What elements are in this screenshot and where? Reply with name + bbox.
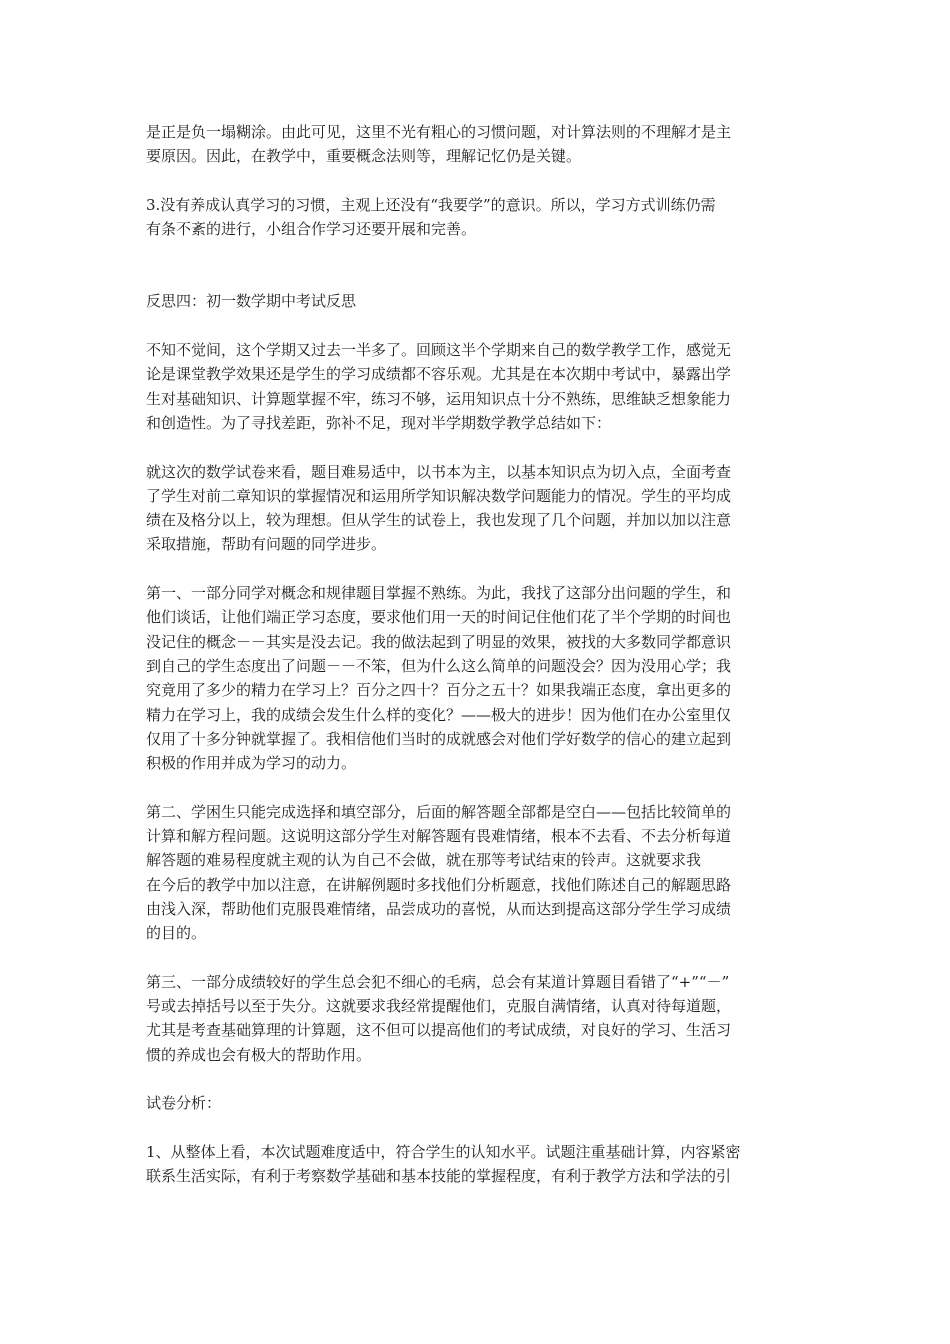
paragraph: [146, 970, 810, 1067]
paragraph: [146, 193, 810, 242]
text-line: 究竟用了多少的精力在学习上？百分之四十？百分之五十？如果我端正态度，拿出更多的: [146, 681, 732, 700]
text-line: 是正是负一塌糊涂。由此可见，这里不光有粗心的习惯问题，对计算法则的不理解才是主: [146, 123, 732, 141]
paragraph: [146, 338, 810, 435]
text-line: 了学生对前二章知识的掌握情况和运用所学知识解决数学问题能力的情况。学生的平均成: [146, 486, 732, 505]
text-line: 第二、学困生只能完成选择和填空部分，后面的解答题全部都是空白——包括比较简单的: [146, 802, 732, 821]
text-line: 尤其是考查基础算理的计算题，这不但可以提高他们的考试成绩，对良好的学习、生活习: [146, 1021, 732, 1040]
paragraph: [146, 581, 810, 775]
text-line: 第一、一部分同学对概念和规律题目掌握不熟练。为此，我找了这部分出问题的学生，和: [146, 584, 732, 603]
text-line: 解答题的难易程度就主观的认为自己不会做，就在那等考试结束的铃声。这就要求我: [146, 851, 702, 870]
section-title: 反思四：初一数学期中考试反思: [146, 292, 357, 311]
text-line: 绩在及格分以上，较为理想。但从学生的试卷上，我也发现了几个问题，并加以加以注意: [146, 511, 732, 530]
text-line: 联系生活实际，有利于考察数学基础和基本技能的掌握程度，有利于教学方法和学法的引: [146, 1167, 732, 1186]
text-line: 的目的。: [146, 924, 207, 943]
text-line: 1、从整体上看，本次试题难度适中，符合学生的认知水平。试题注重基础计算，内容紧密: [146, 1142, 741, 1161]
document-page: [146, 120, 810, 1213]
text-line: 仅用了十多分钟就掌握了。我相信他们当时的成就感会对他们学好数学的信心的建立起到: [146, 729, 732, 748]
text-line: 采取措施，帮助有问题的同学进步。: [146, 535, 387, 554]
paragraph: [146, 800, 810, 946]
text-line: 生对基础知识、计算题掌握不牢，练习不够，运用知识点十分不熟练，思维缺乏想象能力: [146, 389, 732, 408]
text-line: 积极的作用并成为学习的动力。: [146, 754, 357, 773]
text-line: 不知不觉间，这个学期又过去一半多了。回顾这半个学期来自己的数学教学工作，感觉无: [146, 341, 732, 360]
paragraph: [146, 1091, 810, 1115]
paragraph: [146, 120, 810, 169]
text-line: 惯的养成也会有极大的帮助作用。: [146, 1045, 372, 1064]
text-line: 在今后的教学中加以注意，在讲解例题时多找他们分析题意，找他们陈述自己的解题思路: [146, 875, 732, 894]
text-line: 论是课堂教学效果还是学生的学习成绩都不容乐观。尤其是在本次期中考试中，暴露出学: [146, 365, 732, 384]
text-line: 有条不紊的进行，小组合作学习还要开展和完善。: [146, 220, 477, 239]
paragraph: [146, 1140, 810, 1189]
text-line: 计算和解方程问题。这说明这部分学生对解答题有畏难情绪，根本不去看、不去分析每道: [146, 827, 732, 846]
text-line: 精力在学习上，我的成绩会发生什么样的变化？——极大的进步！因为他们在办公室里仅: [146, 705, 732, 724]
text-line: 要原因。因此，在教学中，重要概念法则等，理解记忆仍是关键。: [146, 147, 582, 166]
text-line: 第三、一部分成绩较好的学生总会犯不细心的毛病，总会有某道计算题目看错了“+”“－”: [146, 972, 730, 991]
text-line: 他们谈话，让他们端正学习态度，要求他们用一天的时间记住他们花了半个学期的时间也: [146, 608, 732, 627]
text-line: 试卷分析：: [146, 1094, 222, 1113]
text-line: 由浅入深，帮助他们克服畏难情绪，品尝成功的喜悦，从而达到提高这部分学生学习成绩: [146, 899, 732, 918]
text-line: 3.没有养成认真学习的习惯，主观上还没有“我要学”的意识。所以，学习方式训练仍需: [146, 195, 716, 214]
text-line: 和创造性。为了寻找差距，弥补不足，现对半学期数学教学总结如下：: [146, 413, 612, 432]
text-line: 到自己的学生态度出了问题－－不笨，但为什么这么简单的问题没会？因为没用心学；我: [146, 656, 732, 675]
paragraph: [146, 460, 810, 557]
text-line: 没记住的概念－－其实是没去记。我的做法起到了明显的效果，被找的大多数同学都意识: [146, 632, 732, 651]
text-line: 就这次的数学试卷来看，题目难易适中，以书本为主，以基本知识点为切入点，全面考查: [146, 462, 732, 481]
text-line: 号或去掉括号以至于失分。这就要求我经常提醒他们，克服自满情绪，认真对待每道题，: [146, 997, 732, 1016]
